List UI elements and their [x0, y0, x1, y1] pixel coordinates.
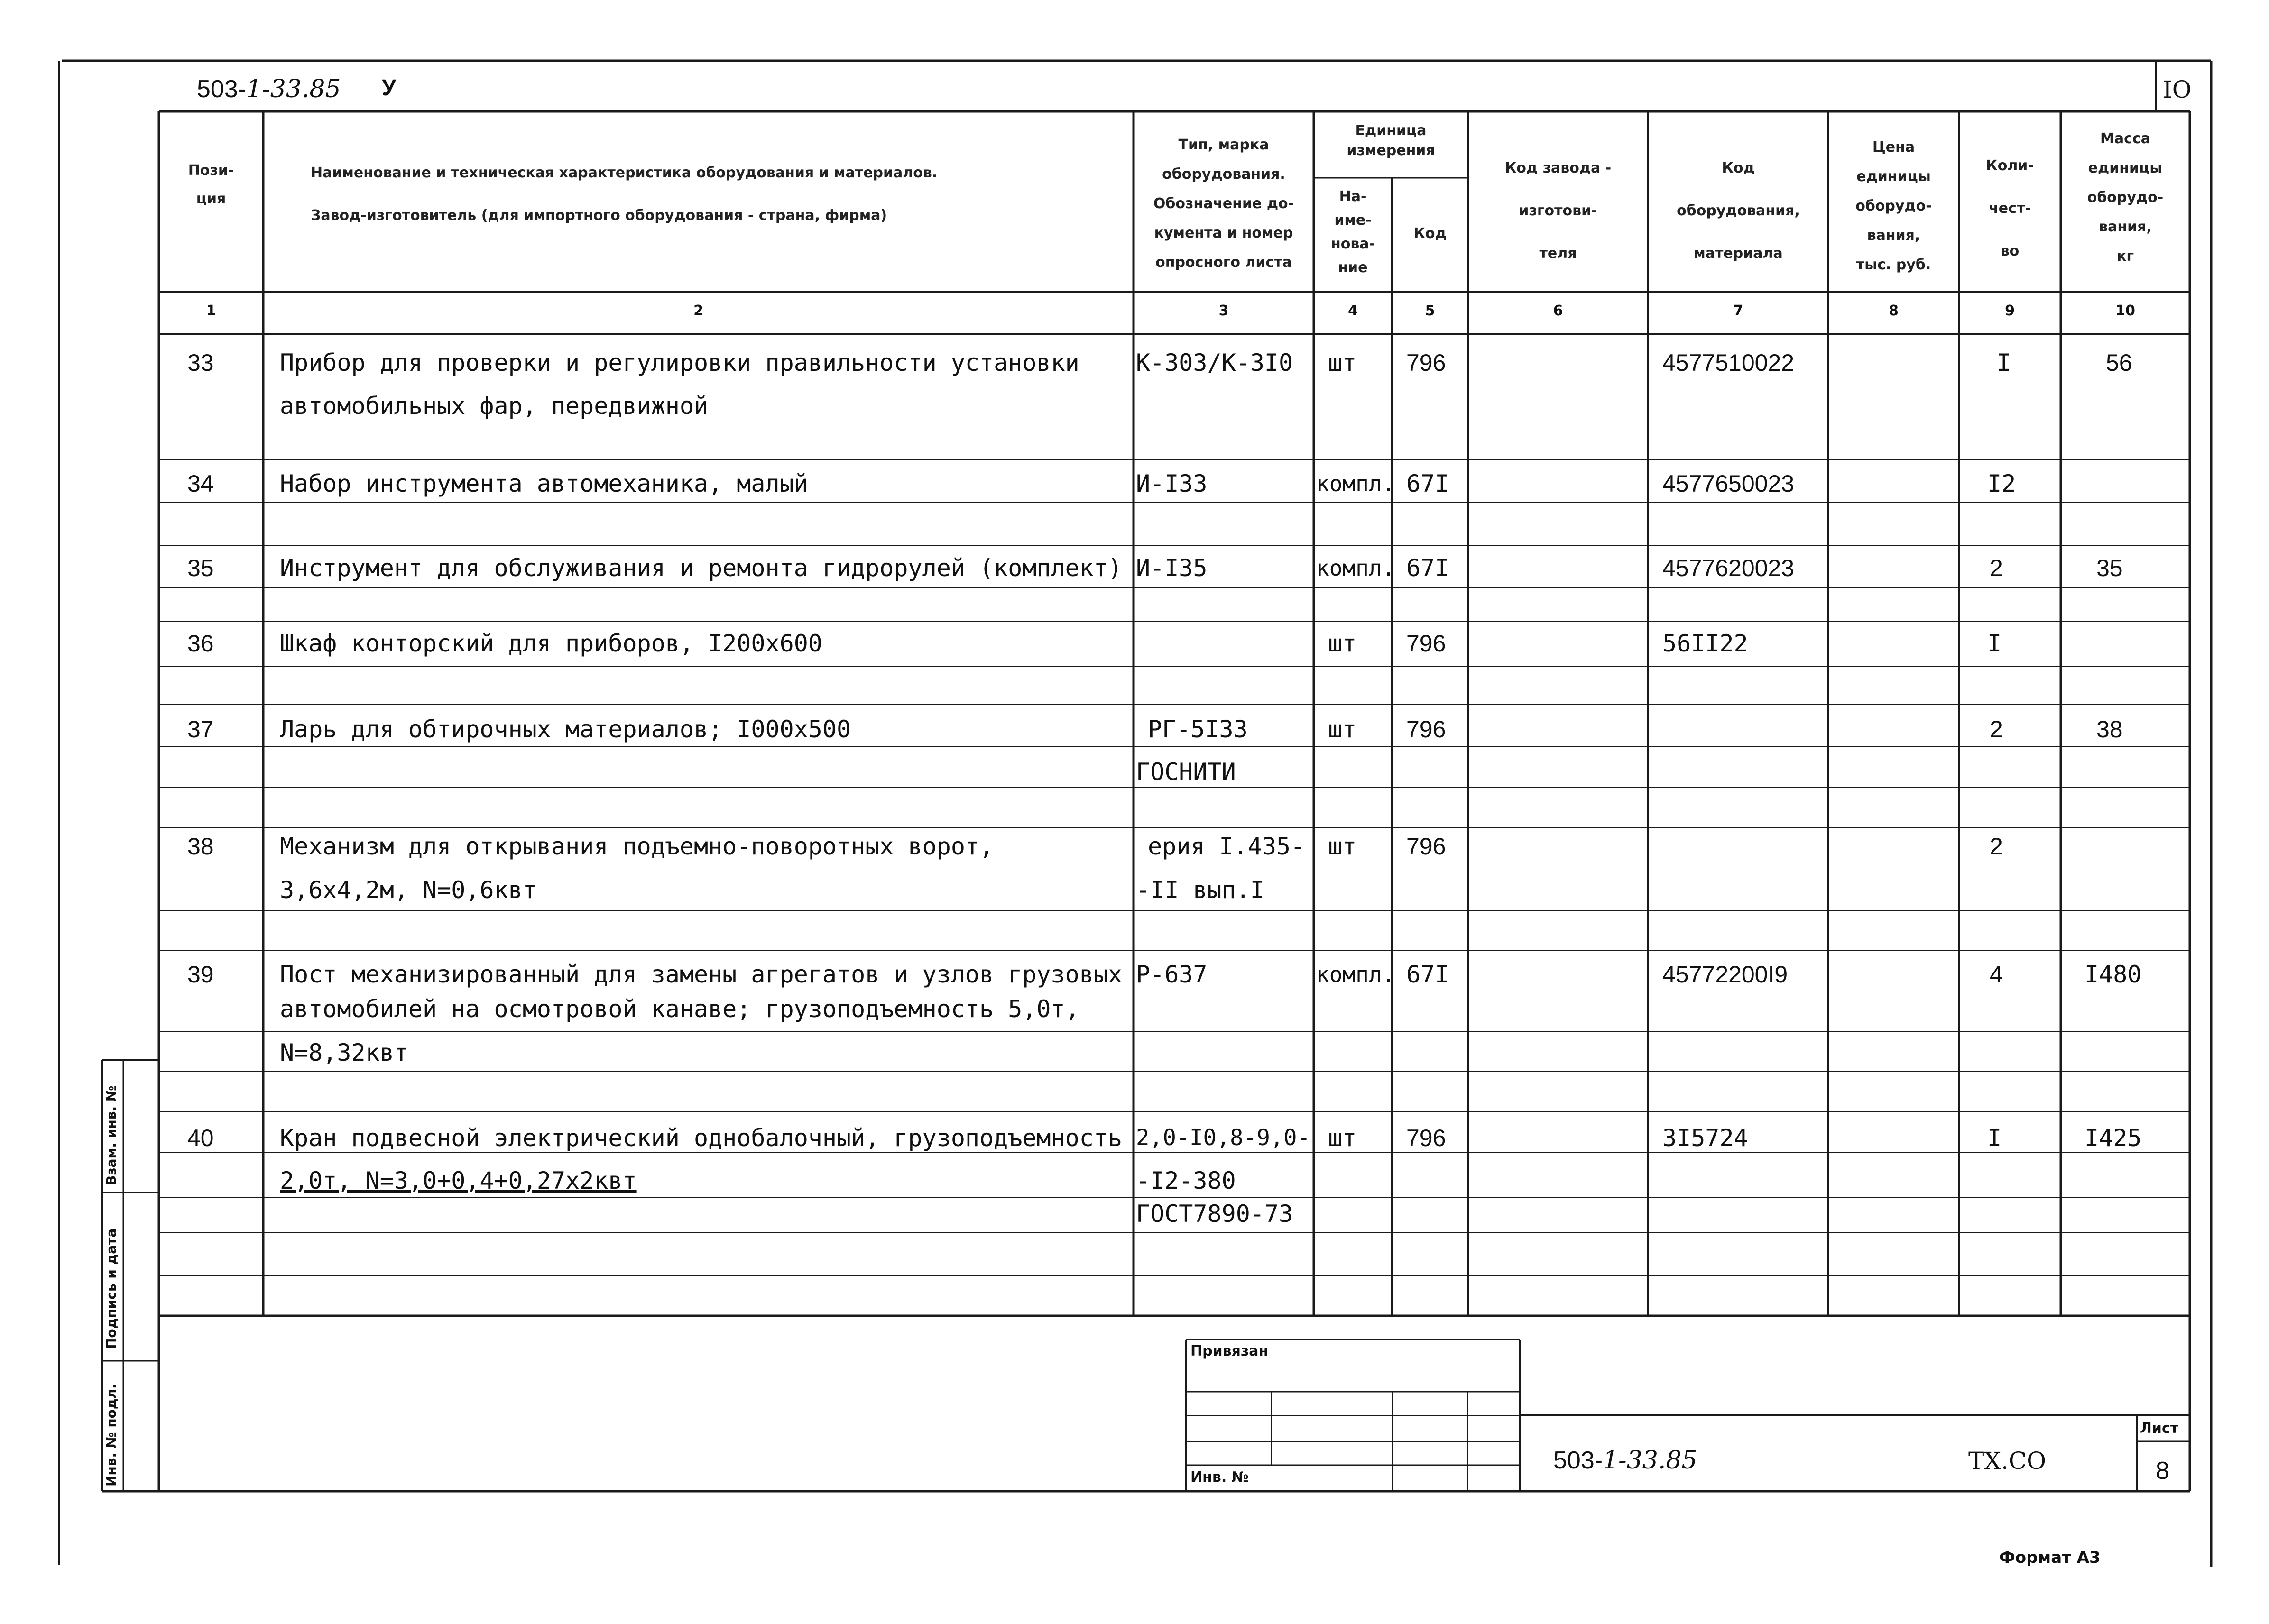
row-name-line: автомобилей на осмотровой канаве; грузоподъемность 5,0т,: [280, 995, 1079, 1023]
row-name-line: Ларь для обтирочных материалов; I000x500: [280, 716, 851, 743]
column-number: 4: [1348, 303, 1358, 319]
row-unit-code: 67I: [1406, 554, 1449, 582]
row-type-line: 2,0-I0,8-9,0-: [1136, 1125, 1310, 1151]
row-position: 35: [187, 555, 214, 581]
row-type-line: К-303/К-3I0: [1136, 349, 1293, 376]
inv-number-label: Инв. №: [1190, 1469, 1249, 1486]
row-position: 33: [187, 349, 214, 376]
row-name-line: Пост механизированный для замены агрегатов и узлов грузовых: [280, 961, 1123, 988]
row-equipment-code: 3I5724: [1662, 1124, 1748, 1152]
row-unit: шт: [1328, 716, 1357, 743]
side-stamp-signature-date: Подпись и дата: [103, 1228, 119, 1349]
header-name: Наименование и техническая характеристика оборудования и материалов. Завод-изготовитель (для импортного оборудования - страна, фирма): [311, 165, 938, 224]
header-unit-group: Единица измерения: [1347, 122, 1435, 159]
doc-code-hand: 1-33.85: [246, 75, 341, 103]
title-code-hand: 1-33.85: [1603, 1446, 1697, 1475]
format-label: Формат А3: [1999, 1548, 2101, 1567]
doc-code-prefix: 503-: [197, 75, 247, 103]
row-type-line: И-I33: [1136, 470, 1208, 497]
row-position: 39: [187, 961, 214, 988]
header-equipment-code: Код оборудования, материала: [1677, 160, 1800, 262]
header-type: Тип, марка оборудования. Обозначение до- кумента и номер опросного листа: [1153, 137, 1294, 271]
title-code-prefix: 503-: [1553, 1447, 1603, 1474]
row-equipment-code: 56II22: [1662, 630, 1748, 657]
row-type-line: Р-637: [1136, 961, 1208, 988]
row-unit: шт: [1328, 833, 1357, 860]
row-equipment-code: 4577620023: [1662, 555, 1795, 581]
row-mass: I480: [2085, 961, 2142, 988]
row-position: 34: [187, 470, 214, 497]
drawing-code: ТХ.СО: [1968, 1447, 2047, 1475]
page-corner-number: IO: [2163, 76, 2192, 103]
column-number: 10: [2115, 303, 2135, 319]
row-mass: 38: [2096, 716, 2123, 743]
row-type-line: -II вып.I: [1136, 876, 1264, 904]
row-name-line: Прибор для проверки и регулировки правильности установки: [280, 349, 1079, 376]
row-unit: компл.: [1316, 471, 1395, 496]
title-doc-code: [1553, 1446, 1697, 1475]
column-number: 6: [1553, 303, 1563, 319]
column-number: 1: [206, 303, 216, 319]
row-equipment-code: 4577510022: [1662, 349, 1795, 376]
row-quantity: I: [1987, 630, 2002, 657]
row-quantity: I: [1987, 1124, 2002, 1152]
row-name-line: Кран подвесной электрический однобалочный, грузоподъемность: [280, 1124, 1123, 1152]
row-type-line: ГОСНИТИ: [1136, 758, 1236, 786]
row-name-line: Инструмент для обслуживания и ремонта гидрорулей (комплект): [280, 554, 1123, 582]
header-unit-code: Код: [1413, 225, 1447, 242]
row-quantity: 2: [1990, 555, 2003, 581]
header-quantity: Коли- чест- во: [1986, 157, 2034, 259]
header-unit-name: На- име- нова- ние: [1330, 188, 1375, 276]
doc-mark: У: [382, 75, 396, 101]
row-quantity: 2: [1990, 716, 2003, 743]
row-quantity: I: [1997, 349, 2011, 376]
row-mass: 35: [2096, 555, 2123, 581]
row-unit-code: 796: [1406, 833, 1446, 860]
sheet-number: 8: [2156, 1457, 2169, 1485]
column-number: 3: [1218, 303, 1229, 319]
row-unit-code: 796: [1406, 349, 1446, 376]
header-factory-code: Код завода - изготови- теля: [1504, 160, 1612, 262]
row-name-line: автомобильных фар, передвижной: [280, 392, 709, 420]
row-equipment-code: 45772200I9: [1662, 961, 1788, 988]
row-quantity: I2: [1987, 470, 2016, 497]
row-unit-code: 67I: [1406, 961, 1449, 988]
row-name-line: Набор инструмента автомеханика, малый: [280, 470, 808, 497]
row-position: 36: [187, 630, 214, 657]
bound-label: Привязан: [1190, 1343, 1269, 1359]
row-position: 40: [187, 1125, 214, 1151]
row-unit: шт: [1328, 349, 1357, 376]
row-name-line: Механизм для открывания подъемно-поворотных ворот,: [280, 833, 994, 860]
row-unit: шт: [1328, 630, 1357, 657]
sheet-label: Лист: [2140, 1420, 2179, 1437]
doc-code: [197, 75, 341, 103]
column-number: 7: [1733, 303, 1743, 319]
row-type-line: РГ-5I33: [1148, 716, 1248, 743]
row-name-line: 3,6x4,2м, N=0,6квт: [280, 876, 537, 904]
header-position: Пози- ция: [188, 162, 234, 207]
row-type-line: ерия I.435-: [1148, 833, 1305, 860]
row-unit-code: 67I: [1406, 470, 1449, 497]
header-price: Цена единицы оборудо- вания, тыс. руб.: [1855, 139, 1932, 273]
column-number: 2: [693, 303, 703, 319]
row-name-line: 2,0т, N=3,0+0,4+0,27x2квт: [280, 1167, 637, 1194]
row-unit-code: 796: [1406, 716, 1446, 743]
row-unit: компл.: [1316, 962, 1395, 987]
row-type-line: -I2-380: [1136, 1167, 1236, 1194]
column-number: 8: [1889, 303, 1899, 319]
row-name-line: Шкаф конторский для приборов, I200x600: [280, 630, 822, 657]
row-name-line: N=8,32квт: [280, 1039, 408, 1066]
column-number: 9: [2005, 303, 2015, 319]
row-position: 37: [187, 716, 214, 743]
row-unit-code: 796: [1406, 630, 1446, 657]
row-unit: компл.: [1316, 555, 1395, 581]
column-number: 5: [1425, 303, 1435, 319]
row-type-line: И-I35: [1136, 554, 1208, 582]
row-position: 38: [187, 833, 214, 860]
row-mass: I425: [2085, 1124, 2142, 1152]
header-mass: Масса единицы оборудо- вания, кг: [2087, 130, 2164, 265]
row-quantity: 2: [1990, 833, 2003, 860]
row-mass: 56: [2106, 349, 2132, 376]
row-unit: шт: [1328, 1124, 1357, 1152]
row-quantity: 4: [1990, 961, 2003, 988]
row-equipment-code: 4577650023: [1662, 470, 1795, 497]
row-type-line: ГОСТ7890-73: [1136, 1200, 1293, 1228]
side-stamp-inv-original: Инв. № подл.: [103, 1384, 119, 1486]
side-stamp-replaced-inv: Взам. инв. №: [103, 1085, 119, 1185]
row-unit-code: 796: [1406, 1125, 1446, 1151]
